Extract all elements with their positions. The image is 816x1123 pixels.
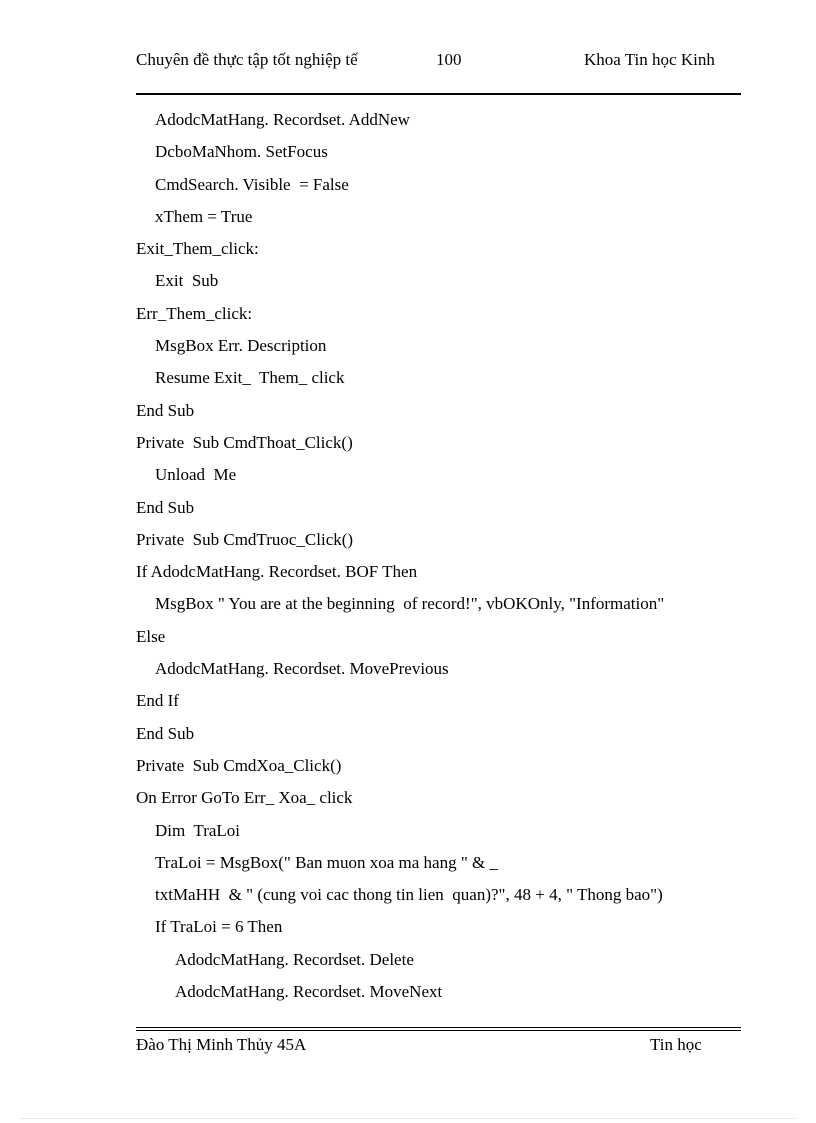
code-line: Else	[136, 626, 166, 646]
code-line: DcboMaNhom. SetFocus	[155, 142, 328, 162]
page-number: 100	[436, 50, 462, 69]
code-line: AdodcMatHang. Recordset. MovePrevious	[155, 659, 449, 679]
code-line: MsgBox " You are at the beginning of record!", vbOKOnly, "Information"	[155, 594, 665, 614]
code-line: xThem = True	[155, 206, 253, 226]
code-line: CmdSearch. Visible = False	[155, 174, 349, 194]
code-listing	[136, 104, 756, 1008]
code-line: Private Sub CmdThoat_Click()	[136, 432, 353, 452]
code-line: MsgBox Err. Description	[155, 336, 327, 356]
code-line: Resume Exit_ Them_ click	[155, 368, 345, 388]
code-line: Dim TraLoi	[155, 820, 241, 840]
code-line: End Sub	[136, 723, 195, 743]
footer-rule	[136, 1027, 741, 1031]
code-line: If AdodcMatHang. Recordset. BOF Then	[136, 562, 418, 582]
footer-subject: Tin học	[650, 1035, 702, 1054]
code-line: Exit Sub	[155, 271, 219, 291]
page-edge-divider	[20, 1118, 796, 1119]
footer-author: Đào Thị Minh Thủy 45A	[136, 1035, 307, 1054]
code-line: AdodcMatHang. Recordset. AddNew	[155, 110, 410, 129]
header-left-title: Chuyên đề thực tập tốt nghiệp tế	[136, 50, 358, 69]
header-right-title: Khoa Tin học Kinh	[584, 50, 715, 69]
code-line: On Error GoTo Err_ Xoa_ click	[136, 788, 353, 808]
code-line: End Sub	[136, 497, 195, 517]
code-line: End Sub	[136, 400, 195, 420]
code-line: If TraLoi = 6 Then	[155, 917, 283, 937]
code-line: AdodcMatHang. Recordset. Delete	[175, 949, 414, 969]
code-line: End If	[136, 691, 179, 711]
code-line: TraLoi = MsgBox(" Ban muon xoa ma hang " & _	[155, 852, 498, 872]
header-rule	[136, 93, 741, 95]
code-line: Exit_Them_click:	[136, 239, 259, 259]
code-line: AdodcMatHang. Recordset. MoveNext	[175, 982, 443, 1002]
code-line: Err_Them_click:	[136, 303, 253, 323]
code-line: Unload Me	[155, 465, 237, 485]
code-line: Private Sub CmdXoa_Click()	[136, 755, 342, 775]
code-line: Private Sub CmdTruoc_Click()	[136, 529, 354, 549]
code-line: txtMaHH & " (cung voi cac thong tin lien quan)?", 48 + 4, " Thong bao")	[155, 885, 663, 905]
